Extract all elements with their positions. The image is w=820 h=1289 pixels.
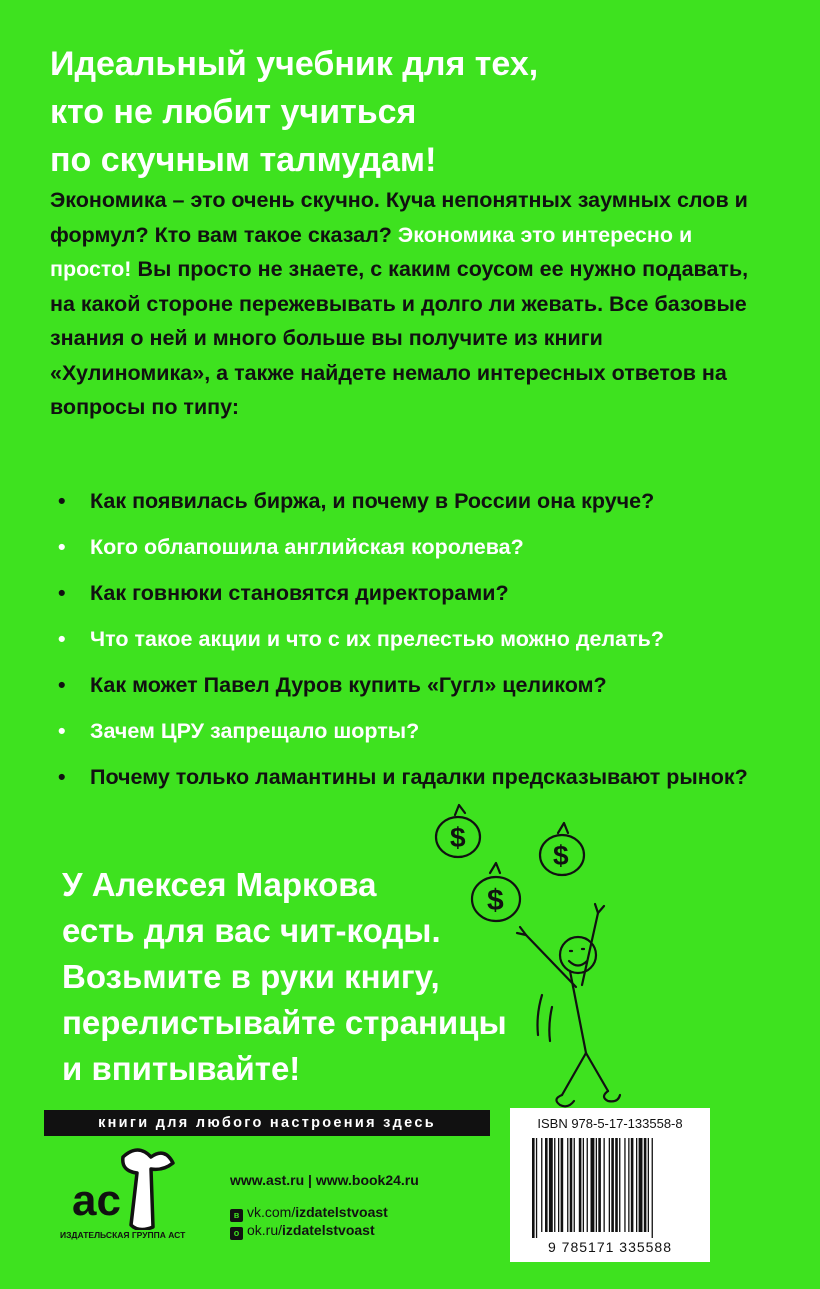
barcode-bar xyxy=(587,1138,588,1232)
dollar-icon: $ xyxy=(553,840,569,871)
stick-figure xyxy=(517,904,620,1106)
logo-text: ac xyxy=(72,1176,121,1225)
headline-line: кто не любит учиться xyxy=(50,93,417,131)
barcode-bar xyxy=(611,1138,614,1232)
barcode-bar xyxy=(598,1138,601,1232)
barcode-bar xyxy=(609,1138,610,1232)
list-item: • Кого облапошила английская королева? xyxy=(58,530,778,564)
barcode-bar xyxy=(644,1138,647,1232)
ok-link[interactable]: о ok.ru/izdatelstvoast xyxy=(230,1222,375,1240)
bullet-icon: • xyxy=(58,535,66,559)
callout-line: есть для вас чит-коды. xyxy=(62,912,441,949)
barcode-bar xyxy=(619,1138,620,1232)
barcode-bar xyxy=(549,1138,553,1232)
stick-figure-money-illustration xyxy=(410,795,630,1125)
publisher-name: ИЗДАТЕЛЬСКАЯ ГРУППА АСТ xyxy=(60,1230,186,1240)
callout-line: Возьмите в руки книгу, xyxy=(62,958,440,995)
list-item: • Как может Павел Дуров купить «Гугл» целиком? xyxy=(58,668,778,702)
barcode-bar xyxy=(591,1138,595,1232)
intro-light-text: Экономика это интересно и просто! xyxy=(50,222,693,281)
dollar-icon: $ xyxy=(487,884,504,917)
list-item: • Почему только ламантины и гадалки предсказывают рынок? xyxy=(58,760,778,794)
barcode-bar xyxy=(532,1138,535,1238)
bullet-icon: • xyxy=(58,581,66,605)
bullet-icon: • xyxy=(58,719,66,743)
barcode-bar xyxy=(652,1138,653,1238)
website-links[interactable]: www.ast.ru | www.book24.ru xyxy=(230,1172,419,1188)
intro-paragraph xyxy=(50,183,750,425)
barcode xyxy=(510,1108,710,1262)
barcode-bar xyxy=(583,1138,584,1232)
barcode-bar xyxy=(541,1138,542,1232)
barcode-bars xyxy=(532,1138,688,1238)
bullet-icon: • xyxy=(58,673,66,697)
list-item: • Зачем ЦРУ запрещало шорты? xyxy=(58,714,778,748)
headline-line: Идеальный учебник для тех, xyxy=(50,45,539,83)
ok-icon: о xyxy=(230,1227,243,1240)
barcode-bar xyxy=(567,1138,568,1232)
barcode-bar xyxy=(639,1138,643,1232)
list-item: • Что такое акции и что с их прелестью можно делать? xyxy=(58,622,778,656)
vk-icon: в xyxy=(230,1209,243,1222)
question-list xyxy=(58,484,778,806)
barcode-bar xyxy=(570,1138,573,1232)
barcode-bar xyxy=(648,1138,649,1232)
barcode-bar xyxy=(631,1138,634,1232)
barcode-number: 9 785171 335588 xyxy=(548,1239,672,1255)
barcode-bar xyxy=(554,1138,555,1232)
bullet-icon: • xyxy=(58,489,66,513)
barcode-bar xyxy=(636,1138,637,1232)
dollar-icon: $ xyxy=(450,822,466,853)
barcode-bar xyxy=(558,1138,559,1232)
bullet-icon: • xyxy=(58,627,66,651)
isbn-label: ISBN 978-5-17-133558-8 xyxy=(537,1116,683,1131)
intro-dark-text: Экономика – это очень скучно. Куча непонятных заумных слов и формул? Кто вам такое сказал? xyxy=(50,188,748,247)
list-item: • Как говнюки становятся директорами? xyxy=(58,576,778,610)
callout-line: У Алексея Маркова xyxy=(62,866,377,903)
callout-line: и впитывайте! xyxy=(62,1050,301,1087)
bullet-icon: • xyxy=(58,765,66,789)
ast-logo xyxy=(68,1145,208,1230)
barcode-bar xyxy=(545,1138,548,1232)
headline xyxy=(50,40,770,184)
barcode-bar xyxy=(596,1138,597,1232)
callout-line: перелистывайте страницы xyxy=(62,1004,507,1041)
list-item: • Как появилась биржа, и почему в России она круче? xyxy=(58,484,778,518)
barcode-bar xyxy=(536,1138,537,1238)
barcode-bar xyxy=(615,1138,618,1232)
barcode-bar xyxy=(604,1138,605,1232)
barcode-bar xyxy=(579,1138,582,1232)
barcode-bar xyxy=(574,1138,575,1232)
barcode-bar xyxy=(561,1138,564,1232)
intro-rest-text: Вы просто не знаете, с каким соусом ее нужно подавать, на какой стороне пережевывать и долго ли жевать. Все базовые знания о ней и много больше вы получите из книги «Хулиномика», а также найдете немало интересных ответов на вопросы по типу: xyxy=(50,257,749,419)
tagline-banner: книги для любого настроения здесь xyxy=(44,1110,490,1136)
headline-line: по скучным талмудам! xyxy=(50,141,437,179)
barcode-bar xyxy=(628,1138,629,1232)
vk-link[interactable]: в vk.com/izdatelstvoast xyxy=(230,1204,388,1222)
barcode-bar xyxy=(624,1138,625,1232)
